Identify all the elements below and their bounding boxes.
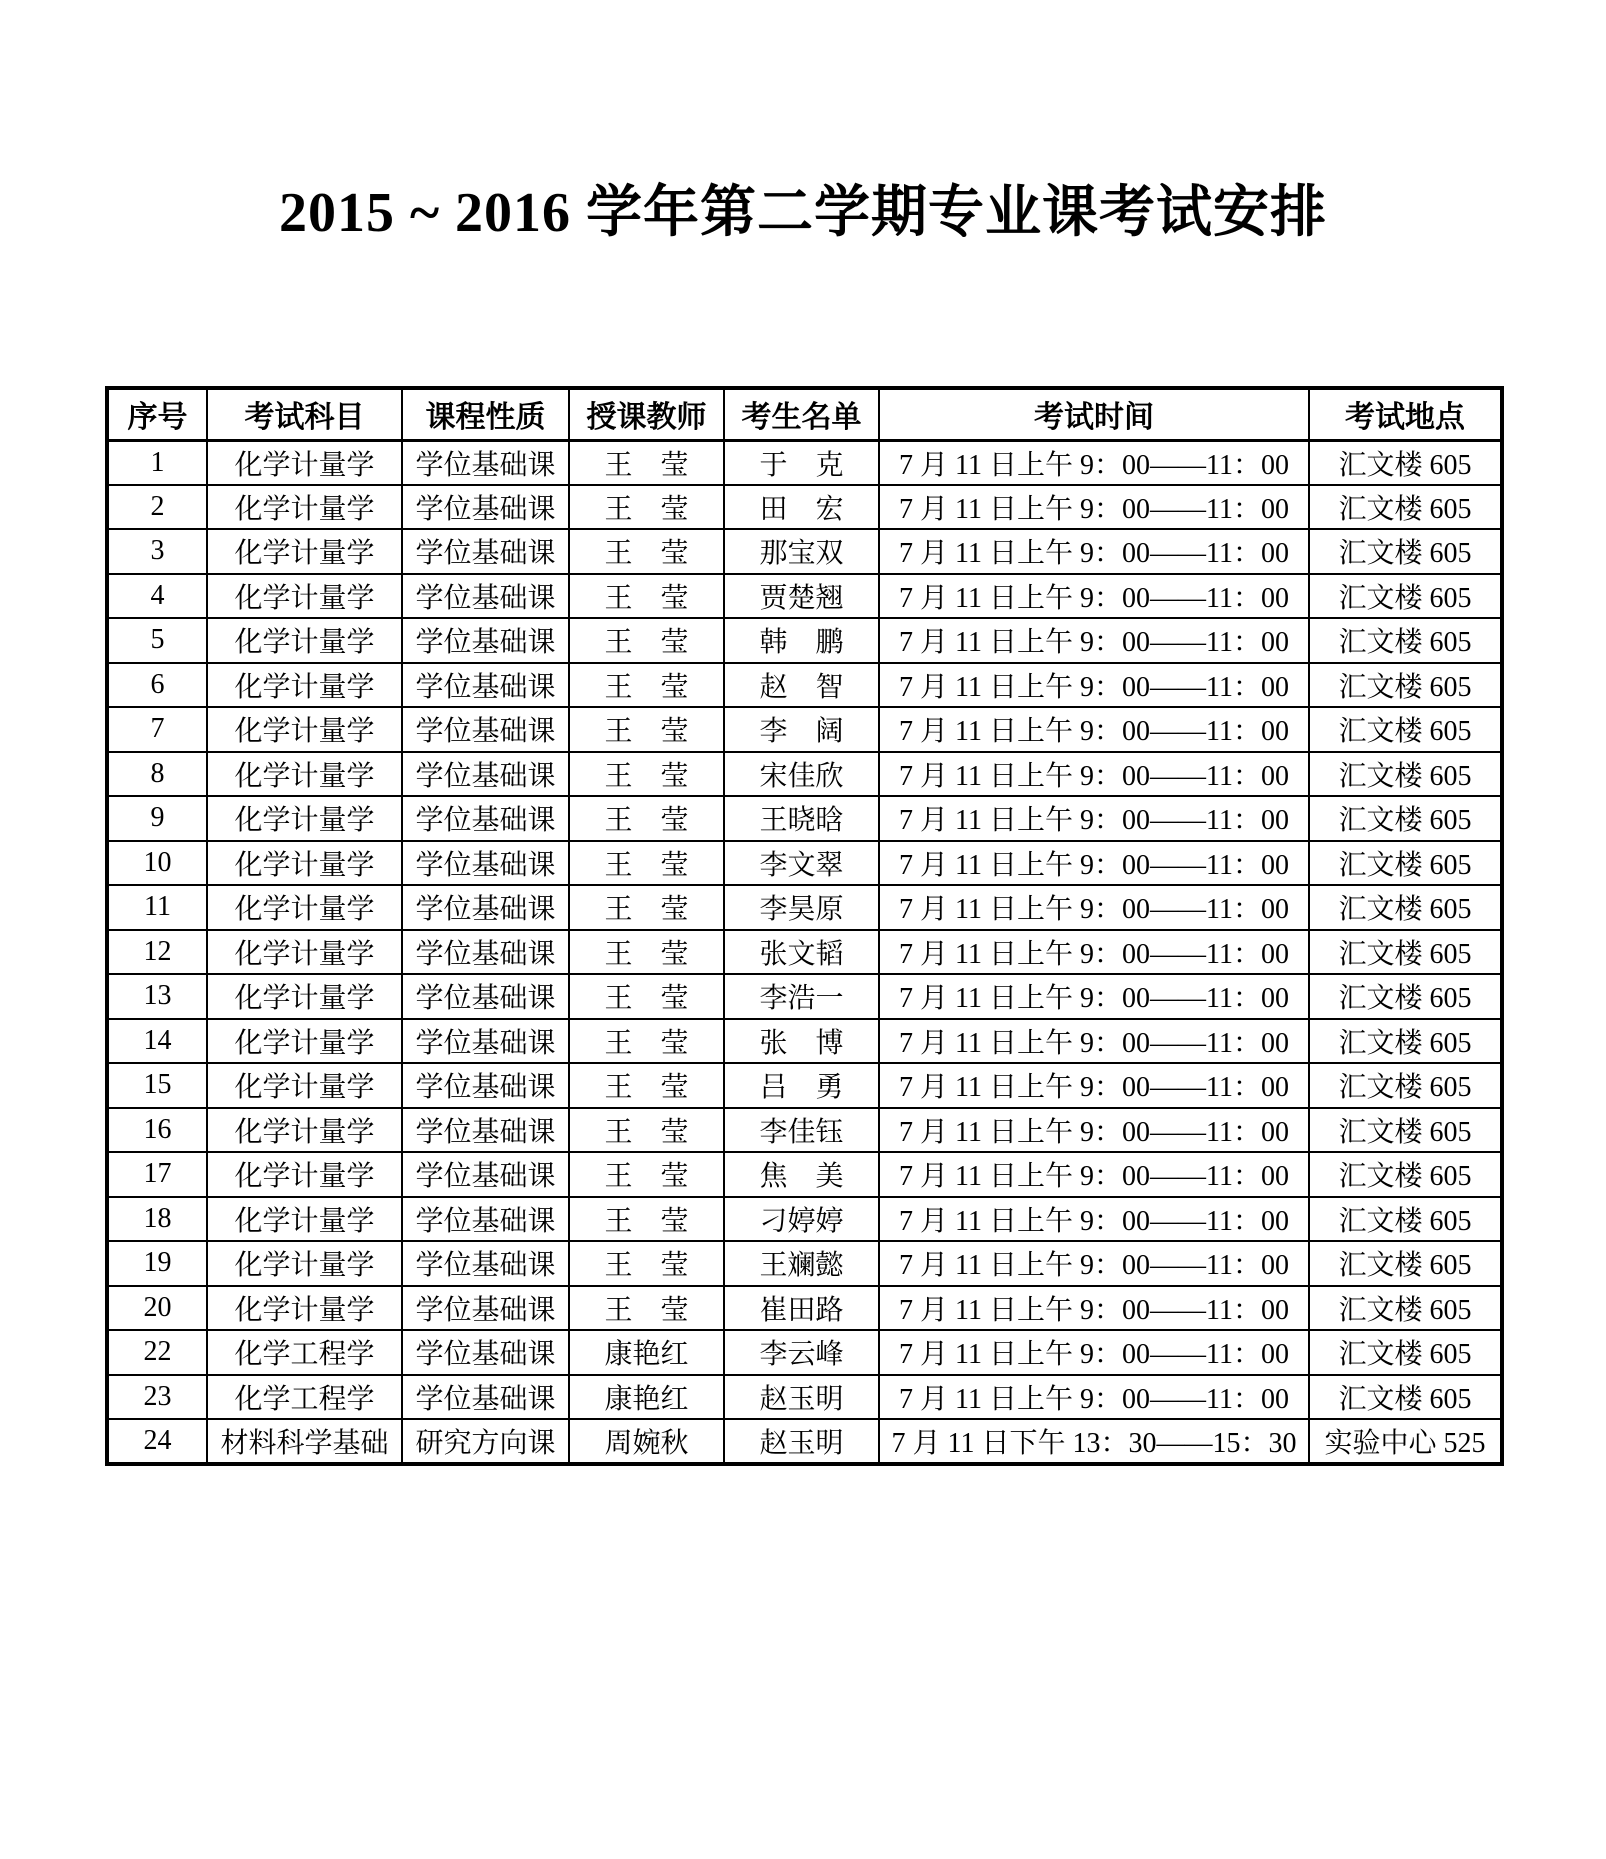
cell-location: 汇文楼 605 [1309, 1330, 1502, 1375]
cell-course-type: 学位基础课 [402, 618, 569, 663]
table-row [107, 1419, 1502, 1464]
cell-seq: 23 [107, 1375, 207, 1420]
cell-student: 那宝双 [724, 529, 879, 574]
header-seq: 序号 [107, 388, 207, 440]
cell-teacher: 康艳红 [569, 1375, 724, 1420]
table-row [107, 885, 1502, 930]
cell-teacher: 王 莹 [569, 707, 724, 752]
cell-time: 7 月 11 日上午 9：00——11：00 [879, 707, 1309, 752]
cell-location: 汇文楼 605 [1309, 485, 1502, 530]
cell-time: 7 月 11 日上午 9：00——11：00 [879, 485, 1309, 530]
table-row [107, 1197, 1502, 1242]
cell-student: 王斓懿 [724, 1241, 879, 1286]
table-row [107, 752, 1502, 797]
cell-student: 李文翠 [724, 841, 879, 886]
cell-subject: 化学计量学 [207, 574, 402, 619]
cell-time: 7 月 11 日上午 9：00——11：00 [879, 752, 1309, 797]
table-row [107, 1019, 1502, 1064]
cell-seq: 24 [107, 1419, 207, 1464]
page-title: 2015 ~ 2016 学年第二学期专业课考试安排 [278, 182, 1328, 244]
cell-location: 汇文楼 605 [1309, 440, 1502, 485]
table-row [107, 1375, 1502, 1420]
cell-seq: 15 [107, 1063, 207, 1108]
cell-time: 7 月 11 日上午 9：00——11：00 [879, 1286, 1309, 1331]
cell-course-type: 学位基础课 [402, 574, 569, 619]
cell-subject: 化学计量学 [207, 974, 402, 1019]
cell-course-type: 学位基础课 [402, 1330, 569, 1375]
cell-seq: 20 [107, 1286, 207, 1331]
cell-course-type: 研究方向课 [402, 1419, 569, 1464]
cell-subject: 化学计量学 [207, 1241, 402, 1286]
cell-subject: 化学计量学 [207, 796, 402, 841]
cell-course-type: 学位基础课 [402, 796, 569, 841]
cell-seq: 12 [107, 930, 207, 975]
cell-location: 实验中心 525 [1309, 1419, 1502, 1464]
cell-subject: 化学计量学 [207, 618, 402, 663]
header-teacher: 授课教师 [569, 388, 724, 440]
cell-location: 汇文楼 605 [1309, 930, 1502, 975]
cell-time: 7 月 11 日上午 9：00——11：00 [879, 885, 1309, 930]
cell-course-type: 学位基础课 [402, 1019, 569, 1064]
cell-seq: 18 [107, 1197, 207, 1242]
cell-teacher: 王 莹 [569, 796, 724, 841]
cell-course-type: 学位基础课 [402, 1241, 569, 1286]
cell-teacher: 王 莹 [569, 574, 724, 619]
cell-student: 吕 勇 [724, 1063, 879, 1108]
cell-teacher: 王 莹 [569, 663, 724, 708]
cell-student: 张 博 [724, 1019, 879, 1064]
header-subject: 考试科目 [207, 388, 402, 440]
cell-teacher: 王 莹 [569, 1019, 724, 1064]
cell-seq: 16 [107, 1108, 207, 1153]
cell-location: 汇文楼 605 [1309, 796, 1502, 841]
cell-location: 汇文楼 605 [1309, 1241, 1502, 1286]
cell-student: 韩 鹏 [724, 618, 879, 663]
cell-time: 7 月 11 日上午 9：00——11：00 [879, 529, 1309, 574]
cell-course-type: 学位基础课 [402, 885, 569, 930]
cell-location: 汇文楼 605 [1309, 1375, 1502, 1420]
cell-teacher: 王 莹 [569, 930, 724, 975]
cell-time: 7 月 11 日上午 9：00——11：00 [879, 796, 1309, 841]
cell-location: 汇文楼 605 [1309, 752, 1502, 797]
cell-location: 汇文楼 605 [1309, 974, 1502, 1019]
cell-location: 汇文楼 605 [1309, 529, 1502, 574]
cell-teacher: 王 莹 [569, 841, 724, 886]
table-row [107, 440, 1502, 485]
cell-teacher: 王 莹 [569, 885, 724, 930]
cell-student: 崔田路 [724, 1286, 879, 1331]
cell-location: 汇文楼 605 [1309, 663, 1502, 708]
cell-student: 贾楚翘 [724, 574, 879, 619]
header-student: 考生名单 [724, 388, 879, 440]
table-body [107, 440, 1502, 1464]
cell-location: 汇文楼 605 [1309, 885, 1502, 930]
exam-schedule-table [105, 386, 1504, 1466]
table-row [107, 841, 1502, 886]
cell-location: 汇文楼 605 [1309, 618, 1502, 663]
cell-time: 7 月 11 日上午 9：00——11：00 [879, 1108, 1309, 1153]
cell-student: 李云峰 [724, 1330, 879, 1375]
cell-teacher: 王 莹 [569, 1286, 724, 1331]
cell-time: 7 月 11 日上午 9：00——11：00 [879, 1241, 1309, 1286]
table-row [107, 618, 1502, 663]
cell-location: 汇文楼 605 [1309, 574, 1502, 619]
cell-student: 焦 美 [724, 1152, 879, 1197]
cell-course-type: 学位基础课 [402, 485, 569, 530]
cell-subject: 化学计量学 [207, 529, 402, 574]
cell-teacher: 王 莹 [569, 1241, 724, 1286]
cell-teacher: 康艳红 [569, 1330, 724, 1375]
table-row [107, 1241, 1502, 1286]
cell-student: 刁婷婷 [724, 1197, 879, 1242]
cell-subject: 化学计量学 [207, 485, 402, 530]
cell-time: 7 月 11 日上午 9：00——11：00 [879, 1197, 1309, 1242]
header-location: 考试地点 [1309, 388, 1502, 440]
cell-teacher: 王 莹 [569, 1197, 724, 1242]
cell-student: 李 阔 [724, 707, 879, 752]
cell-student: 张文韬 [724, 930, 879, 975]
cell-seq: 13 [107, 974, 207, 1019]
cell-course-type: 学位基础课 [402, 1108, 569, 1153]
cell-seq: 22 [107, 1330, 207, 1375]
cell-location: 汇文楼 605 [1309, 1063, 1502, 1108]
cell-location: 汇文楼 605 [1309, 1197, 1502, 1242]
cell-course-type: 学位基础课 [402, 1063, 569, 1108]
cell-student: 田 宏 [724, 485, 879, 530]
cell-seq: 3 [107, 529, 207, 574]
cell-course-type: 学位基础课 [402, 1375, 569, 1420]
cell-time: 7 月 11 日上午 9：00——11：00 [879, 1330, 1309, 1375]
table-row [107, 663, 1502, 708]
cell-time: 7 月 11 日上午 9：00——11：00 [879, 440, 1309, 485]
cell-location: 汇文楼 605 [1309, 1108, 1502, 1153]
cell-subject: 化学工程学 [207, 1375, 402, 1420]
cell-subject: 化学计量学 [207, 1108, 402, 1153]
cell-time: 7 月 11 日上午 9：00——11：00 [879, 841, 1309, 886]
cell-subject: 化学计量学 [207, 841, 402, 886]
cell-location: 汇文楼 605 [1309, 1152, 1502, 1197]
cell-course-type: 学位基础课 [402, 930, 569, 975]
cell-course-type: 学位基础课 [402, 974, 569, 1019]
cell-seq: 1 [107, 440, 207, 485]
cell-course-type: 学位基础课 [402, 707, 569, 752]
cell-seq: 9 [107, 796, 207, 841]
cell-time: 7 月 11 日上午 9：00——11：00 [879, 1063, 1309, 1108]
cell-subject: 化学计量学 [207, 1019, 402, 1064]
cell-time: 7 月 11 日下午 13：30——15：30 [879, 1419, 1309, 1464]
cell-course-type: 学位基础课 [402, 1152, 569, 1197]
cell-time: 7 月 11 日上午 9：00——11：00 [879, 1375, 1309, 1420]
cell-seq: 5 [107, 618, 207, 663]
cell-seq: 17 [107, 1152, 207, 1197]
cell-teacher: 王 莹 [569, 1108, 724, 1153]
cell-student: 李佳钰 [724, 1108, 879, 1153]
table-row [107, 974, 1502, 1019]
cell-course-type: 学位基础课 [402, 663, 569, 708]
cell-location: 汇文楼 605 [1309, 1019, 1502, 1064]
cell-subject: 化学计量学 [207, 930, 402, 975]
cell-teacher: 王 莹 [569, 618, 724, 663]
table-row [107, 796, 1502, 841]
cell-subject: 材料科学基础 [207, 1419, 402, 1464]
cell-teacher: 王 莹 [569, 529, 724, 574]
cell-subject: 化学计量学 [207, 1286, 402, 1331]
header-type: 课程性质 [402, 388, 569, 440]
table-row [107, 1063, 1502, 1108]
cell-subject: 化学计量学 [207, 1063, 402, 1108]
cell-course-type: 学位基础课 [402, 1197, 569, 1242]
cell-course-type: 学位基础课 [402, 752, 569, 797]
cell-location: 汇文楼 605 [1309, 841, 1502, 886]
cell-subject: 化学计量学 [207, 752, 402, 797]
cell-student: 王晓晗 [724, 796, 879, 841]
table-header [107, 388, 1502, 440]
cell-subject: 化学计量学 [207, 1197, 402, 1242]
cell-student: 于 克 [724, 440, 879, 485]
cell-subject: 化学计量学 [207, 440, 402, 485]
cell-time: 7 月 11 日上午 9：00——11：00 [879, 974, 1309, 1019]
table-row [107, 1152, 1502, 1197]
cell-course-type: 学位基础课 [402, 529, 569, 574]
header-row [107, 388, 1502, 440]
cell-time: 7 月 11 日上午 9：00——11：00 [879, 663, 1309, 708]
cell-student: 李浩一 [724, 974, 879, 1019]
table-row [107, 574, 1502, 619]
table-row [107, 529, 1502, 574]
cell-student: 李昊原 [724, 885, 879, 930]
table-row [107, 1330, 1502, 1375]
cell-teacher: 王 莹 [569, 974, 724, 1019]
cell-teacher: 王 莹 [569, 485, 724, 530]
cell-time: 7 月 11 日上午 9：00——11：00 [879, 1019, 1309, 1064]
cell-seq: 7 [107, 707, 207, 752]
table-row [107, 707, 1502, 752]
cell-seq: 4 [107, 574, 207, 619]
cell-student: 宋佳欣 [724, 752, 879, 797]
cell-location: 汇文楼 605 [1309, 707, 1502, 752]
table-row [107, 1286, 1502, 1331]
table-row [107, 1108, 1502, 1153]
cell-teacher: 王 莹 [569, 752, 724, 797]
cell-student: 赵 智 [724, 663, 879, 708]
table-row [107, 930, 1502, 975]
cell-seq: 11 [107, 885, 207, 930]
cell-course-type: 学位基础课 [402, 841, 569, 886]
cell-course-type: 学位基础课 [402, 1286, 569, 1331]
cell-seq: 8 [107, 752, 207, 797]
cell-teacher: 王 莹 [569, 440, 724, 485]
cell-time: 7 月 11 日上午 9：00——11：00 [879, 930, 1309, 975]
cell-location: 汇文楼 605 [1309, 1286, 1502, 1331]
cell-student: 赵玉明 [724, 1419, 879, 1464]
table-row [107, 485, 1502, 530]
cell-time: 7 月 11 日上午 9：00——11：00 [879, 574, 1309, 619]
cell-time: 7 月 11 日上午 9：00——11：00 [879, 618, 1309, 663]
cell-subject: 化学计量学 [207, 885, 402, 930]
cell-teacher: 王 莹 [569, 1063, 724, 1108]
cell-student: 赵玉明 [724, 1375, 879, 1420]
cell-seq: 19 [107, 1241, 207, 1286]
cell-subject: 化学计量学 [207, 1152, 402, 1197]
cell-teacher: 周婉秋 [569, 1419, 724, 1464]
cell-time: 7 月 11 日上午 9：00——11：00 [879, 1152, 1309, 1197]
cell-subject: 化学工程学 [207, 1330, 402, 1375]
cell-seq: 10 [107, 841, 207, 886]
cell-seq: 2 [107, 485, 207, 530]
cell-teacher: 王 莹 [569, 1152, 724, 1197]
cell-seq: 6 [107, 663, 207, 708]
cell-course-type: 学位基础课 [402, 440, 569, 485]
cell-subject: 化学计量学 [207, 707, 402, 752]
cell-seq: 14 [107, 1019, 207, 1064]
cell-subject: 化学计量学 [207, 663, 402, 708]
header-time: 考试时间 [879, 388, 1309, 440]
